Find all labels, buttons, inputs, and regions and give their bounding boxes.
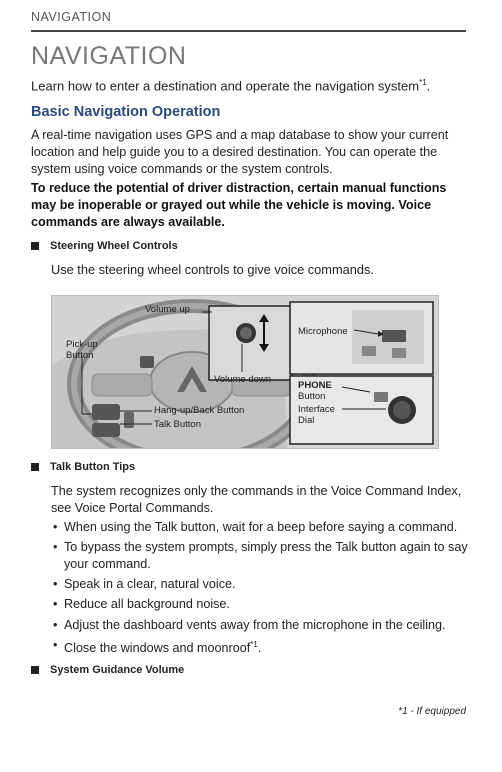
distraction-warning: To reduce the potential of driver distraction, certain manual functions may be inoperable or grayed out while the vehicle is moving. Voice commands are always available.: [31, 181, 447, 229]
intro-sentence: Learn how to enter a destination and operate the navigation system: [31, 78, 420, 94]
volume-down-label: Volume down: [214, 374, 272, 385]
microphone-label: Microphone: [298, 326, 348, 337]
list-item: • Reduce all background noise.: [51, 596, 469, 613]
phone-label: PHONE: [298, 380, 332, 391]
talk-button-label: Talk Button: [154, 419, 201, 430]
hangup-back-button-label: Hang-up/Back Button: [154, 405, 245, 416]
pickup-button-label: Pick-up Button: [66, 339, 98, 361]
subheading-system-guidance-volume: [31, 664, 184, 676]
list-item: • To bypass the system prompts, simply press the Talk button again to say your command.: [51, 539, 469, 572]
subheading-steering-wheel-controls: [31, 240, 178, 252]
footnote-mark: *1: [250, 639, 258, 649]
intro-footnote-mark: *1: [419, 78, 427, 87]
intro-text: [31, 78, 430, 93]
list-item: • Adjust the dashboard vents away from the microphone in the ceiling.: [51, 617, 469, 634]
basic-paragraph: A real-time navigation uses GPS and a map database to show your current location and help guide you to a desired destination. You can operate the system using voice commands or the system controls.: [31, 128, 449, 176]
steering-controls-figure: [51, 295, 439, 449]
subheading-label: Talk Button Tips: [50, 461, 136, 473]
page-title: NAVIGATION: [31, 42, 187, 70]
list-item: • Speak in a clear, natural voice.: [51, 576, 469, 593]
list-item-text: Close the windows and moonroof: [64, 641, 251, 656]
header-tab: NAVIGATION: [31, 10, 112, 24]
interface-dial-label: Interface Dial: [298, 404, 335, 426]
phone-button-label: Button: [298, 391, 326, 402]
square-bullet-icon: [31, 463, 39, 471]
header-divider: [31, 30, 466, 32]
list-item-period: .: [257, 641, 262, 656]
list-item: [51, 637, 469, 657]
talk-tips-text: The system recognizes only the commands in the Voice Command Index, see Voice Portal Commands.: [51, 484, 462, 515]
subheading-label: System Guidance Volume: [50, 664, 185, 676]
square-bullet-icon: [31, 666, 39, 674]
talk-tips-list: [51, 519, 469, 660]
section-heading-basic-navigation: Basic Navigation Operation: [31, 104, 221, 120]
list-item: • When using the Talk button, wait for a beep before saying a command.: [51, 519, 469, 536]
subheading-label: Steering Wheel Controls: [50, 240, 178, 252]
steering-instructions: Use the steering wheel controls to give voice commands.: [51, 262, 374, 277]
footnote: *1 - If equipped: [398, 706, 466, 717]
intro-period: .: [426, 78, 431, 94]
steering-controls-illustration: [52, 296, 438, 448]
volume-up-label: Volume up: [145, 304, 190, 315]
square-bullet-icon: [31, 242, 39, 250]
subheading-talk-button-tips: [31, 461, 135, 473]
